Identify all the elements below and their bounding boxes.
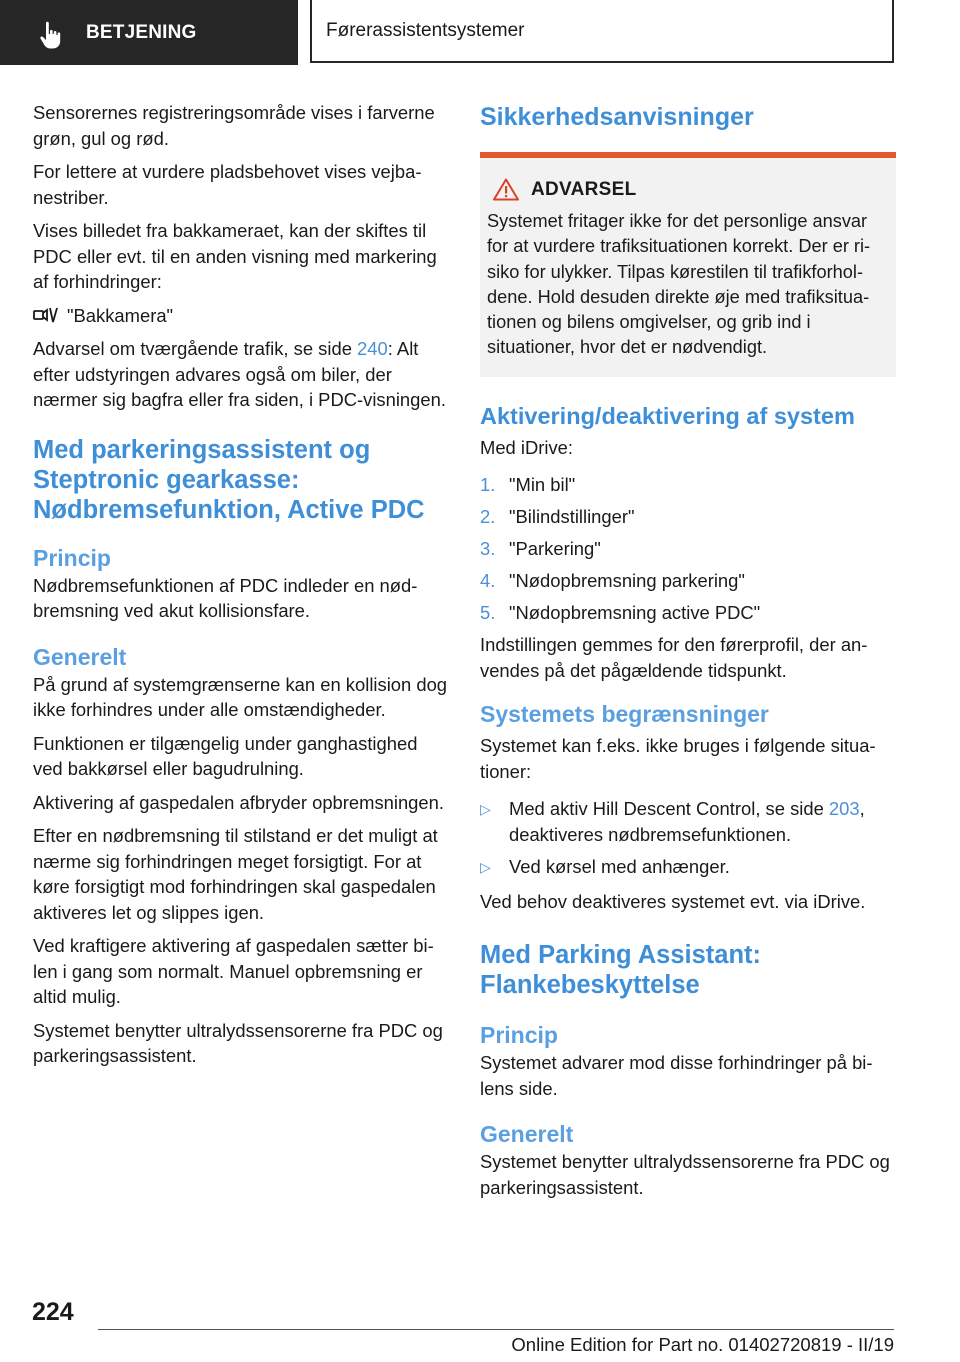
steps-list xyxy=(480,472,896,626)
paragraph: Systemet advarer mod disse forhindringer på bilens side. xyxy=(480,1052,873,1099)
warning-text: Systemet fritager ikke for det personlige ansvar for at vurdere trafiksituationen korrekt. Der er risiko for ulykker. Tilpas kørestilen til trafikforholdene. Hold desuden direkte øje med trafiksituationen og bilens omgivelser, og grib ind i situationer, hvor det er nødvendigt. xyxy=(487,211,871,358)
list-item xyxy=(480,504,896,530)
step-number: 2. xyxy=(480,506,496,528)
chapter-title: Førerassistentsystemer xyxy=(326,20,525,41)
right-column xyxy=(480,100,896,1208)
paragraph: På grund af systemgrænserne kan en kollision dog ikke forhindres under alle omstændigheder. xyxy=(33,673,448,720)
step-text: "Nødopbremsning active PDC" xyxy=(509,602,761,624)
paragraph: Sensorernes registreringsområde vises i farverne grøn, gul og rød. xyxy=(33,102,435,149)
paragraph: Funktionen er tilgængelig under ganghastighed ved bakkørsel eller bagudrulning. xyxy=(33,732,418,779)
warning-triangle-icon xyxy=(493,178,519,201)
step-number: 5. xyxy=(480,602,496,624)
text: , deaktiveres nødbremsefunktionen. xyxy=(509,798,865,845)
warning-label: ADVARSEL xyxy=(531,178,637,200)
camera-label: "Bakkamera" xyxy=(67,304,174,326)
edition-text: Online Edition for Part no. 01402720819 - II/19 xyxy=(511,1334,894,1355)
step-text: "Bilindstillinger" xyxy=(509,506,635,528)
triangle-bullet-icon: ▷ xyxy=(480,859,491,876)
paragraph: Indstillingen gemmes for den førerprofil, der anvendes på det pågældende tidspunkt. xyxy=(480,634,868,681)
rear-camera-icon xyxy=(33,305,59,325)
warning-box xyxy=(480,152,896,377)
triangle-bullet-icon: ▷ xyxy=(480,801,491,818)
page-link-240[interactable]: 240 xyxy=(357,338,388,359)
text: : Alt efter udstyringen advares også om biler, der nærmer sig bagfra eller fra siden, i PDC-visningen. xyxy=(33,338,446,410)
camera-option xyxy=(33,303,449,329)
subheading-princip: Princip xyxy=(33,544,111,571)
list-item xyxy=(480,854,896,881)
step-number: 4. xyxy=(480,570,496,592)
paragraph: Med iDrive: xyxy=(480,436,573,458)
page-link-203[interactable]: 203 xyxy=(828,798,860,820)
paragraph: Systemet kan f.eks. ikke bruges i følgende situationer: xyxy=(480,735,876,782)
subheading-generelt: Generelt xyxy=(480,1121,574,1148)
limits-heading: Systemets begrænsninger xyxy=(480,701,769,728)
hand-pointer-icon xyxy=(38,20,64,50)
text: Med aktiv Hill Descent Control, se side xyxy=(509,798,829,820)
paragraph: Ved behov deaktiveres systemet evt. via iDrive. xyxy=(480,890,866,912)
paragraph: Efter en nødbremsning til stilstand er det muligt at nærme sig forhindringen meget forsigtigt. For at køre forsigtigt mod forhindringen skal gaspedalen aktiveres let og slippes igen. xyxy=(33,825,438,923)
limits-list xyxy=(480,796,896,881)
paragraph: Systemet benytter ultralydssensorerne fra PDC og parkeringsassistent. xyxy=(480,1151,890,1198)
list-text xyxy=(509,796,896,847)
list-text: Ved kørsel med anhænger. xyxy=(509,856,730,878)
page-number: 224 xyxy=(32,1298,74,1326)
subheading-princip: Princip xyxy=(480,1022,558,1049)
section-tab xyxy=(0,0,298,65)
footer-divider xyxy=(98,1329,894,1330)
paragraph: Aktivering af gaspedalen afbryder opbremsningen. xyxy=(33,791,444,813)
paragraph: Ved kraftigere aktivering af gaspedalen sætter bilen i gang som normalt. Manuel opbremsning er altid mulig. xyxy=(33,935,434,1007)
text: Advarsel om tværgående trafik, se side xyxy=(33,338,358,359)
list-item xyxy=(480,600,896,626)
step-number: 1. xyxy=(480,474,496,496)
activation-heading: Aktivering/deaktivering af system xyxy=(480,402,855,429)
paragraph: Nødbremsefunktionen af PDC indleder en nødbremsning ved akut kollisionsfare. xyxy=(33,574,418,621)
step-number: 3. xyxy=(480,538,496,560)
list-item xyxy=(480,568,896,594)
section-label: BETJENING xyxy=(86,22,197,43)
step-text: "Nødopbremsning parkering" xyxy=(509,570,745,592)
subheading-generelt: Generelt xyxy=(33,643,127,670)
step-text: "Parkering" xyxy=(509,538,601,560)
paragraph-cross-traffic xyxy=(33,336,449,413)
page-footer xyxy=(0,1290,960,1362)
list-item xyxy=(480,472,896,498)
step-text: "Min bil" xyxy=(509,474,576,496)
section-heading: Med parkeringsassistent og Steptronic gearkasse: Nødbremsefunktion, Active PDC xyxy=(33,435,425,524)
paragraph: Vises billedet fra bakkameraet, kan der skiftes til PDC eller evt. til en anden visning med markering af forhindringer: xyxy=(33,220,437,292)
chapter-box xyxy=(310,0,894,63)
list-item xyxy=(480,796,896,847)
flank-heading: Med Parking Assistant: Flankebeskyttelse xyxy=(480,941,762,1000)
safety-heading: Sikkerhedsanvisninger xyxy=(480,103,754,131)
warning-header xyxy=(487,178,888,201)
paragraph: For lettere at vurdere pladsbehovet vises vejbanestriber. xyxy=(33,161,422,208)
page-header xyxy=(0,0,960,66)
paragraph: Systemet benytter ultralydssensorerne fra PDC og parkeringsassistent. xyxy=(33,1019,443,1066)
left-column xyxy=(33,100,449,1077)
list-item xyxy=(480,536,896,562)
